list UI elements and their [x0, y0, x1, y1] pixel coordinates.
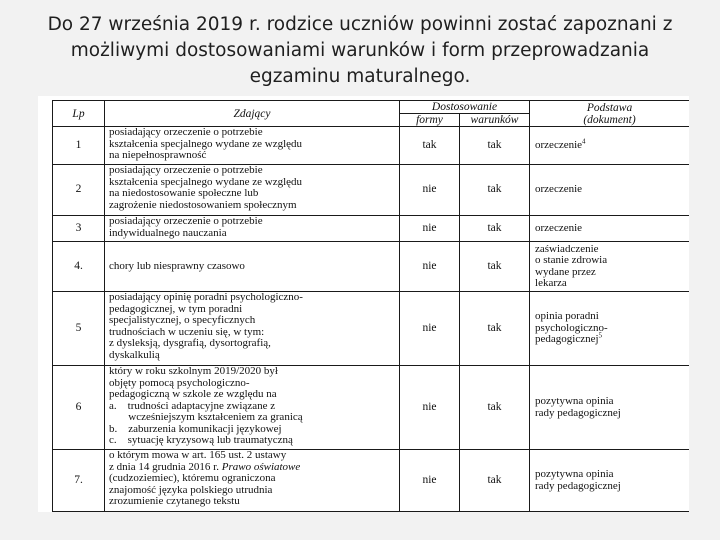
- row-zdajacy-line: na niedostosowanie społeczne lub: [109, 187, 259, 199]
- row-zdajacy-line: posiadający orzeczenie o potrzebie: [109, 215, 263, 227]
- row-zdajacy: [105, 127, 400, 165]
- header-podstawa-line: (dokument): [583, 113, 636, 126]
- row-podstawa: [530, 165, 689, 216]
- row-podstawa-line: pedagogicznej: [535, 333, 599, 346]
- row-zdajacy: [105, 216, 400, 242]
- row-warunkow: tak: [460, 242, 530, 292]
- row-zdajacy-line: indywidualnego nauczania: [109, 226, 227, 239]
- row-podstawa-line: rady pedagogicznej: [535, 406, 621, 419]
- row-podstawa-line: rady pedagogicznej: [535, 479, 621, 492]
- row-podstawa-line: o stanie zdrowia: [535, 254, 608, 266]
- header-zdajacy: Zdający: [105, 101, 400, 127]
- row-zdajacy-line: wcześniejszym kształceniem za granicą: [109, 411, 303, 423]
- footnote-marker: 4: [582, 137, 586, 146]
- header-dostosowanie: Dostosowanie: [400, 101, 530, 114]
- row-zdajacy-line: z dnia 14 grudnia 2016 r.: [109, 460, 222, 473]
- row-podstawa: [530, 216, 689, 242]
- table-row: [53, 242, 690, 292]
- slide-title-line: Do 27 września 2019 r. rodzice uczniów powinni zostać zapoznani z: [47, 14, 673, 35]
- row-podstawa-line: orzeczenie: [535, 183, 583, 196]
- row-formy: nie: [400, 292, 460, 366]
- row-zdajacy-line: znajomość języka polskiego utrudnia: [109, 483, 273, 496]
- row-zdajacy-line: zagrożenie niedostosowaniem społecznym: [109, 198, 297, 211]
- row-podstawa: [530, 366, 689, 450]
- row-zdajacy-line: na niepełnosprawność: [109, 149, 207, 161]
- row-lp: 7.: [53, 450, 105, 512]
- row-zdajacy-line: z dysleksją, dysgrafią, dysortografią,: [109, 337, 271, 349]
- row-zdajacy: [105, 366, 400, 450]
- table-row: [53, 216, 690, 242]
- slide-title-line: egzaminu maturalnego.: [249, 66, 471, 87]
- table-row: [53, 292, 690, 366]
- row-podstawa-line: orzeczenie: [535, 138, 583, 151]
- row-zdajacy-line: posiadający opinię poradni psychologiczno-: [109, 291, 303, 303]
- row-zdajacy-line: który w roku szkolnym 2019/2020 był: [109, 365, 278, 377]
- row-formy: nie: [400, 242, 460, 292]
- row-podstawa-line: opinia poradni: [535, 310, 599, 323]
- slide-title-line: możliwymi dostosowaniami warunków i form przeprowadzania: [70, 40, 650, 61]
- row-zdajacy-line: o którym mowa w art. 165 ust. 2 ustawy: [109, 449, 287, 461]
- row-formy: nie: [400, 366, 460, 450]
- row-formy: tak: [400, 127, 460, 165]
- row-warunkow: tak: [460, 366, 530, 450]
- row-zdajacy-line: c. sytuację kryzysową lub traumatyczną: [109, 434, 293, 446]
- header-podstawa: [530, 101, 689, 127]
- row-podstawa-line: lekarza: [535, 277, 567, 289]
- row-warunkow: tak: [460, 216, 530, 242]
- row-lp: 5: [53, 292, 105, 366]
- row-zdajacy-line: zrozumienie czytanego tekstu: [109, 495, 240, 507]
- header-podstawa-line: Podstawa: [586, 101, 633, 114]
- table-row: [53, 127, 690, 165]
- row-warunkow: tak: [460, 127, 530, 165]
- row-zdajacy: [105, 242, 400, 292]
- row-formy: nie: [400, 216, 460, 242]
- row-warunkow: tak: [460, 165, 530, 216]
- scanned-document: [38, 96, 689, 512]
- slide-title: [10, 12, 710, 90]
- row-podstawa-line: pozytywna opinia: [535, 468, 614, 480]
- row-formy: nie: [400, 165, 460, 216]
- footnote-marker: 5: [598, 331, 603, 340]
- row-zdajacy-line: (cudzoziemiec), któremu ograniczona: [109, 472, 276, 484]
- row-zdajacy: [105, 292, 400, 366]
- row-podstawa: [530, 450, 689, 512]
- row-formy: nie: [400, 450, 460, 512]
- row-zdajacy-line: posiadający orzeczenie o potrzebie: [109, 126, 263, 138]
- row-warunkow: tak: [460, 450, 530, 512]
- row-podstawa: [530, 242, 689, 292]
- row-podstawa: [530, 127, 689, 165]
- row-zdajacy: [105, 165, 400, 216]
- header-formy: formy: [400, 114, 460, 127]
- row-zdajacy-line: chory lub niesprawny czasowo: [109, 259, 245, 272]
- row-podstawa-line: wydane przez: [535, 265, 596, 278]
- row-zdajacy-line: kształcenia specjalnego wydane ze względu: [109, 137, 303, 150]
- row-warunkow: tak: [460, 292, 530, 366]
- law-name: Prawo oświatowe: [221, 460, 301, 473]
- row-zdajacy-line: posiadający orzeczenie o potrzebie: [109, 164, 263, 176]
- row-zdajacy-line: dyskalkulią: [109, 348, 160, 361]
- row-zdajacy-line: objęty pomocą psychologiczno-: [109, 376, 250, 389]
- row-lp: 3: [53, 216, 105, 242]
- row-lp: 6: [53, 366, 105, 450]
- row-podstawa-line: psychologiczno-: [535, 321, 608, 334]
- row-zdajacy-line: trudnościach w uczeniu się, w tym:: [109, 325, 265, 338]
- row-lp: 1: [53, 127, 105, 165]
- row-podstawa: [530, 292, 689, 366]
- row-zdajacy-line: pedagogicznej, w tym poradni: [109, 302, 243, 315]
- header-lp: Lp: [53, 101, 105, 127]
- row-lp: 2: [53, 165, 105, 216]
- row-zdajacy-line: a. trudności adaptacyjne związane z: [109, 399, 276, 412]
- row-zdajacy-line: b. zaburzenia komunikacji językowej: [109, 422, 282, 435]
- table-row: [53, 165, 690, 216]
- row-zdajacy-line: specjalistycznej, o specyficznych: [109, 314, 256, 326]
- row-podstawa-line: zaświadczenie: [535, 242, 599, 255]
- table-row: [53, 366, 690, 450]
- row-lp: 4.: [53, 242, 105, 292]
- row-zdajacy: [105, 450, 400, 512]
- row-zdajacy-line: kształcenia specjalnego wydane ze względu: [109, 175, 303, 188]
- row-podstawa-line: orzeczenie: [535, 221, 583, 234]
- header-warunkow: warunków: [460, 114, 530, 127]
- table-row: [53, 450, 690, 512]
- row-zdajacy-line: pedagogiczną w szkole ze względu na: [109, 388, 277, 400]
- accommodations-table: [52, 100, 689, 512]
- row-podstawa-line: pozytywna opinia: [535, 395, 614, 407]
